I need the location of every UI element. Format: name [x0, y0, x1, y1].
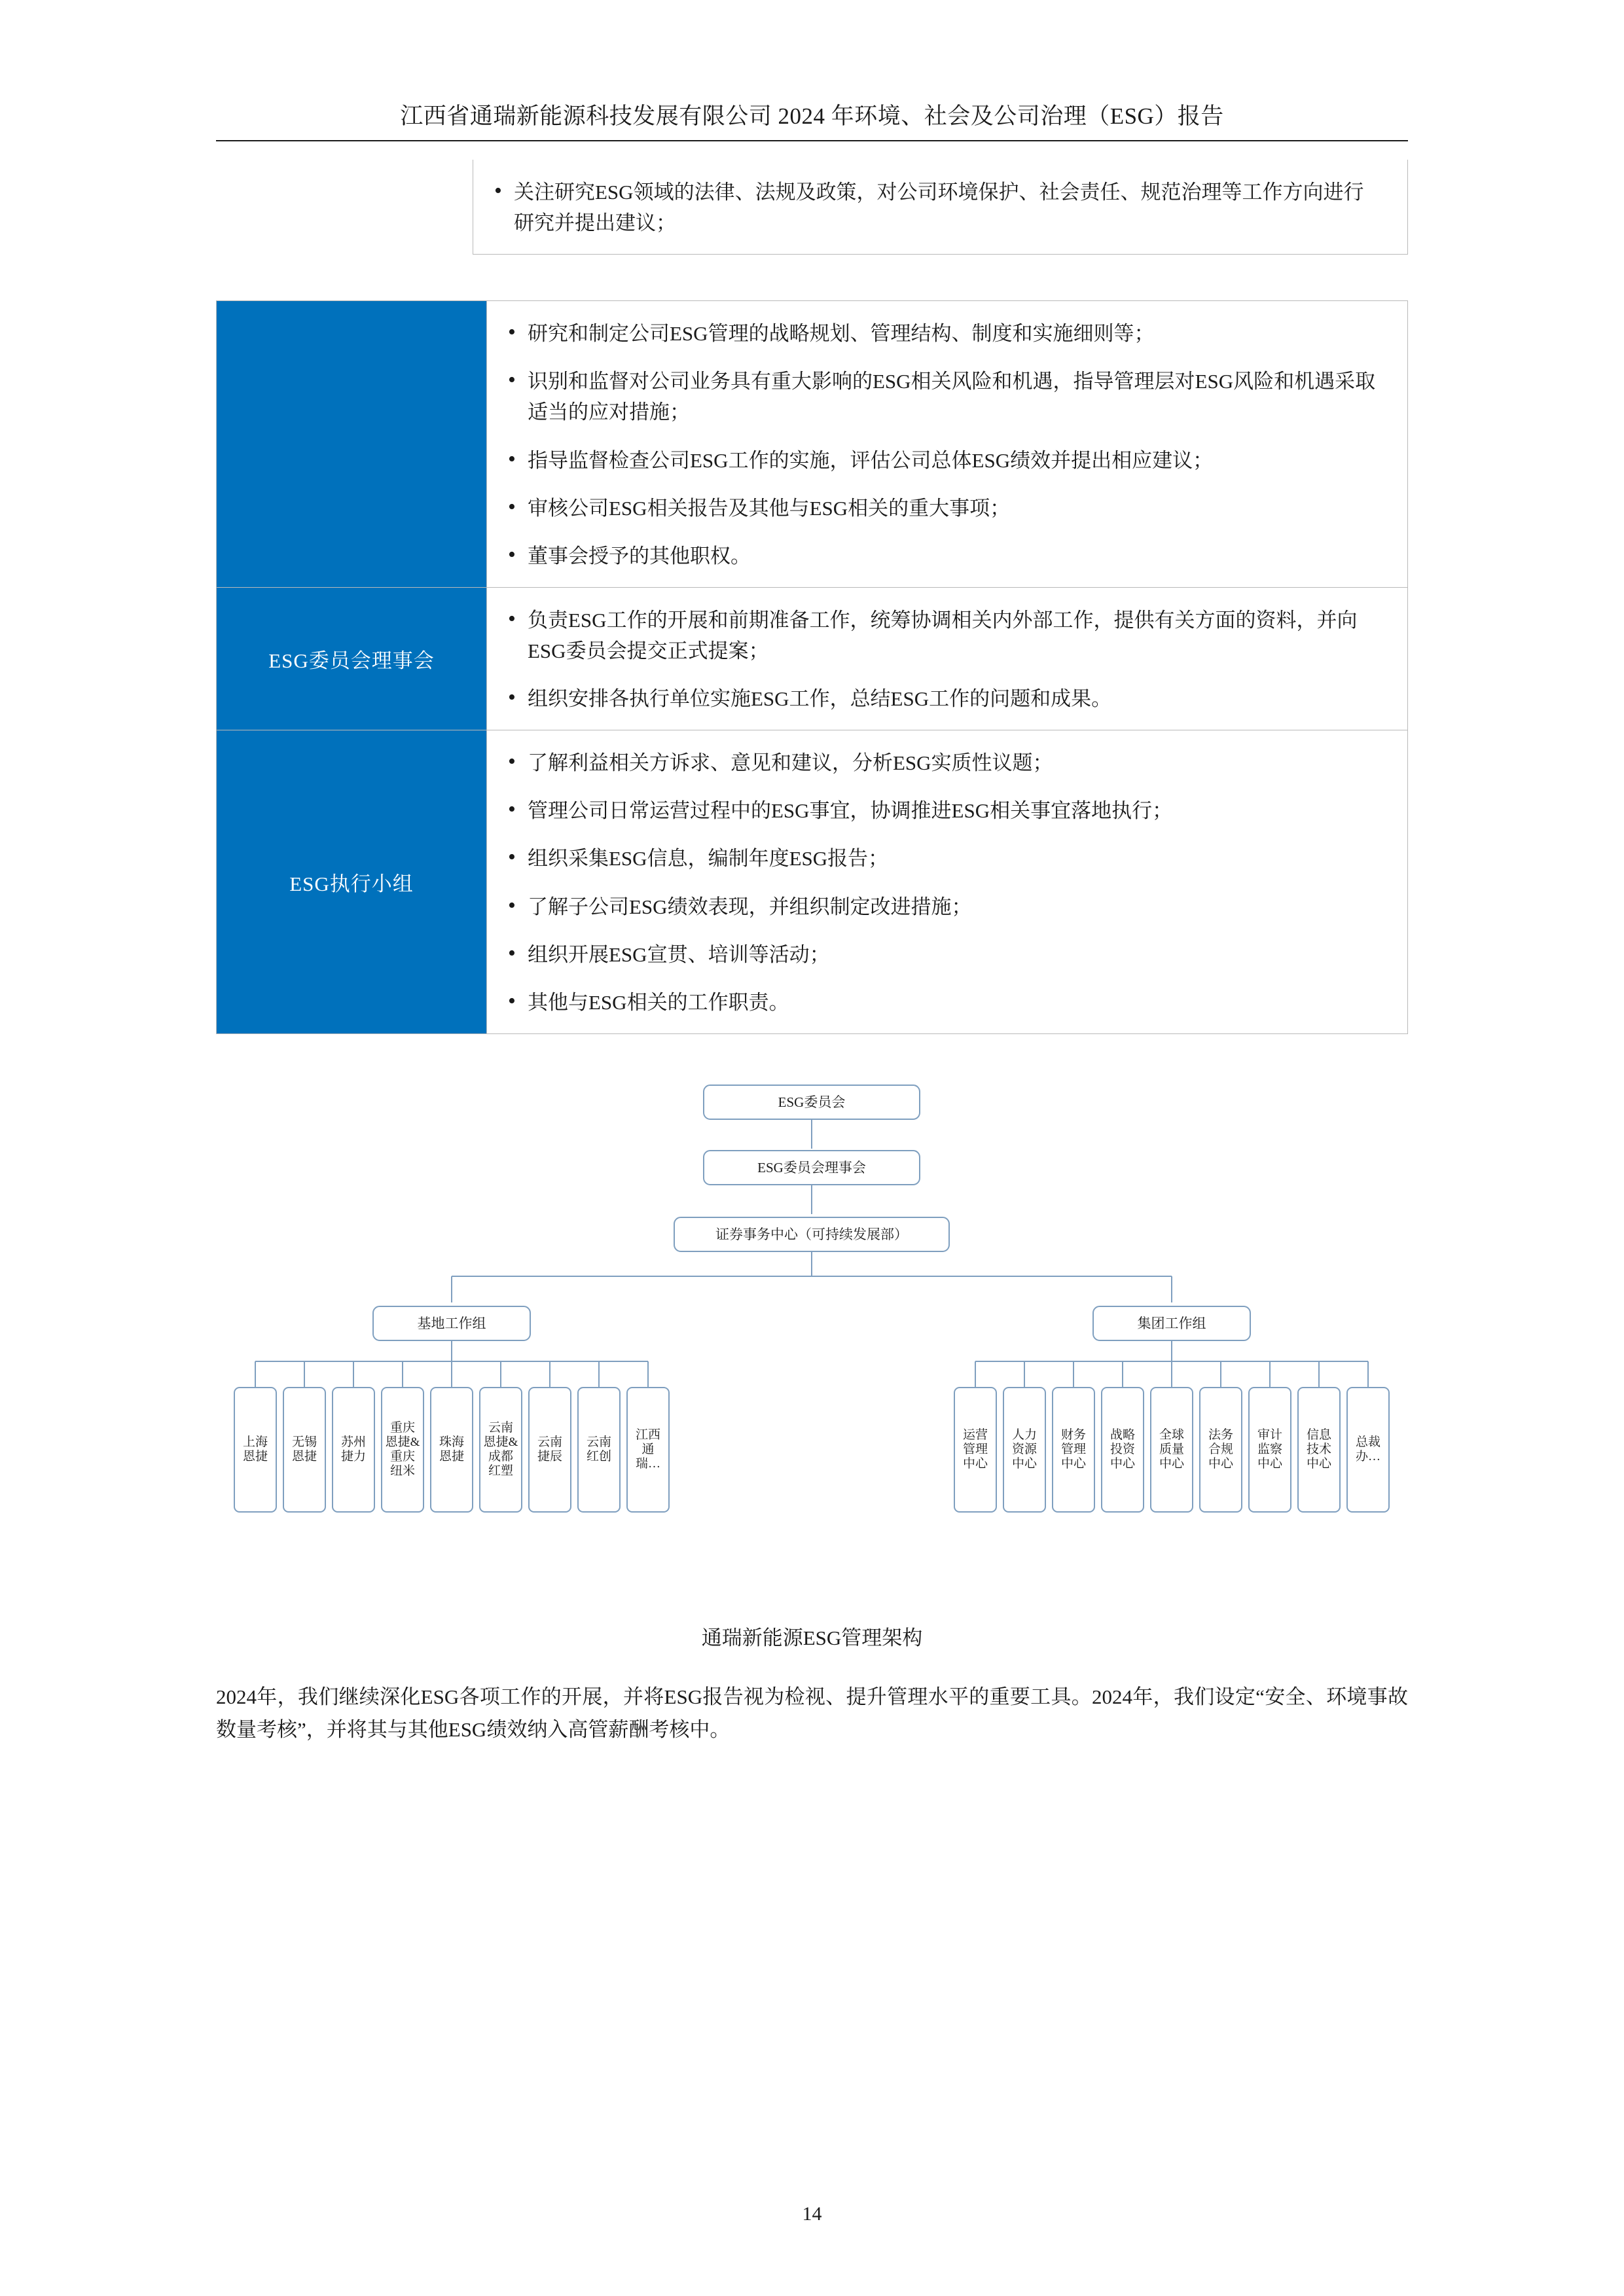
table-row — [217, 301, 1408, 588]
leaf-label: 运营管理中心 — [962, 1428, 988, 1471]
leaf-label: 全球质量中心 — [1159, 1428, 1184, 1471]
list-item: • 研究和制定公司ESG管理的战略规划、管理结构、制度和实施细则等； — [525, 318, 1381, 349]
leaf-label: 云南恩捷&成都红塑 — [483, 1421, 518, 1478]
role-duties — [487, 587, 1408, 730]
list-item: • 指导监督检查公司ESG工作的实施，评估公司总体ESG绩效并提出相应建议； — [525, 445, 1381, 476]
org-chart-svg — [216, 1080, 1407, 1604]
node-label: 集团工作组 — [1137, 1315, 1206, 1331]
page-header — [216, 98, 1408, 140]
leaf-label: 江西通瑞… — [635, 1428, 660, 1471]
list-item: • 管理公司日常运营过程中的ESG事宜，协调推进ESG相关事宜落地执行； — [525, 795, 1381, 826]
role-duties — [487, 301, 1408, 588]
leaf-label: 苏州捷力 — [340, 1435, 366, 1463]
leaf-label: 无锡恩捷 — [291, 1435, 317, 1463]
leaf-label: 总裁办… — [1355, 1435, 1380, 1463]
list-item: • 负责ESG工作的开展和前期准备工作，统筹协调相关内外部工作，提供有关方面的资料，并向ESG委员会提交正式提案； — [525, 605, 1381, 666]
header-divider — [216, 140, 1408, 141]
leaf-label: 战略投资中心 — [1110, 1428, 1135, 1471]
leaf-label: 珠海恩捷 — [439, 1435, 464, 1463]
table-row — [217, 730, 1408, 1034]
chart-caption: 通瑞新能源ESG管理架构 — [701, 1626, 923, 1649]
leaf-label: 财务管理中心 — [1060, 1428, 1086, 1471]
list-item: • 识别和监督对公司业务具有重大影响的ESG相关风险和机遇，指导管理层对ESG风险和机遇采取适当的应对措施； — [525, 366, 1381, 427]
list-item: • 组织安排各执行单位实施ESG工作，总结ESG工作的问题和成果。 — [525, 683, 1381, 714]
leaf-label: 上海恩捷 — [242, 1435, 268, 1463]
leaf-label: 重庆恩捷&重庆纽米 — [385, 1421, 420, 1478]
org-chart — [216, 1080, 1408, 1651]
list-item: • 其他与ESG相关的工作职责。 — [525, 987, 1381, 1018]
node-label: ESG委员会理事会 — [757, 1159, 866, 1175]
node-label: ESG委员会 — [778, 1094, 846, 1110]
top-bullet-box — [473, 160, 1408, 255]
leaf-label: 云南捷辰 — [537, 1435, 562, 1463]
closing-paragraph: 2024年，我们继续深化ESG各项工作的开展，并将ESG报告视为检视、提升管理水平的重要工具。2024年，我们设定“安全、环境事故数量考核”，并将其与其他ESG绩效纳入高管薪酬考核中。 — [216, 1685, 1408, 1742]
leaf-label: 云南红创 — [586, 1435, 611, 1463]
esg-responsibility-table — [216, 300, 1408, 1034]
role-label: ESG委员会理事会 — [217, 587, 487, 730]
leaf-label: 审计监察中心 — [1257, 1428, 1282, 1471]
list-item: • 组织开展ESG宣贯、培训等活动； — [525, 939, 1381, 970]
list-item: • 了解子公司ESG绩效表现，并组织制定改进措施； — [525, 891, 1381, 922]
header-title: 江西省通瑞新能源科技发展有限公司 2024 年环境、社会及公司治理（ESG）报告 — [400, 103, 1224, 129]
list-item: • 了解利益相关方诉求、意见和建议，分析ESG实质性议题； — [525, 747, 1381, 778]
list-item: • 组织采集ESG信息，编制年度ESG报告； — [525, 843, 1381, 874]
role-label — [217, 301, 487, 588]
node-label: 证券事务中心（可持续发展部） — [715, 1226, 908, 1242]
top-bullet-list — [489, 177, 1381, 238]
leaf-label: 信息技术中心 — [1306, 1428, 1331, 1471]
role-duties — [487, 730, 1408, 1034]
page-number: 14 — [802, 2203, 822, 2225]
leaf-label: 法务合规中心 — [1208, 1428, 1233, 1471]
list-item: • 董事会授予的其他职权。 — [525, 541, 1381, 571]
role-label: ESG执行小组 — [217, 730, 487, 1034]
table-row — [217, 587, 1408, 730]
list-item: • 审核公司ESG相关报告及其他与ESG相关的重大事项； — [525, 493, 1381, 524]
list-item: • 关注研究ESG领域的法律、法规及政策，对公司环境保护、社会责任、规范治理等工作方向进行研究并提出建议； — [511, 177, 1381, 238]
leaf-label: 人力资源中心 — [1011, 1428, 1037, 1471]
node-label: 基地工作组 — [417, 1315, 486, 1331]
